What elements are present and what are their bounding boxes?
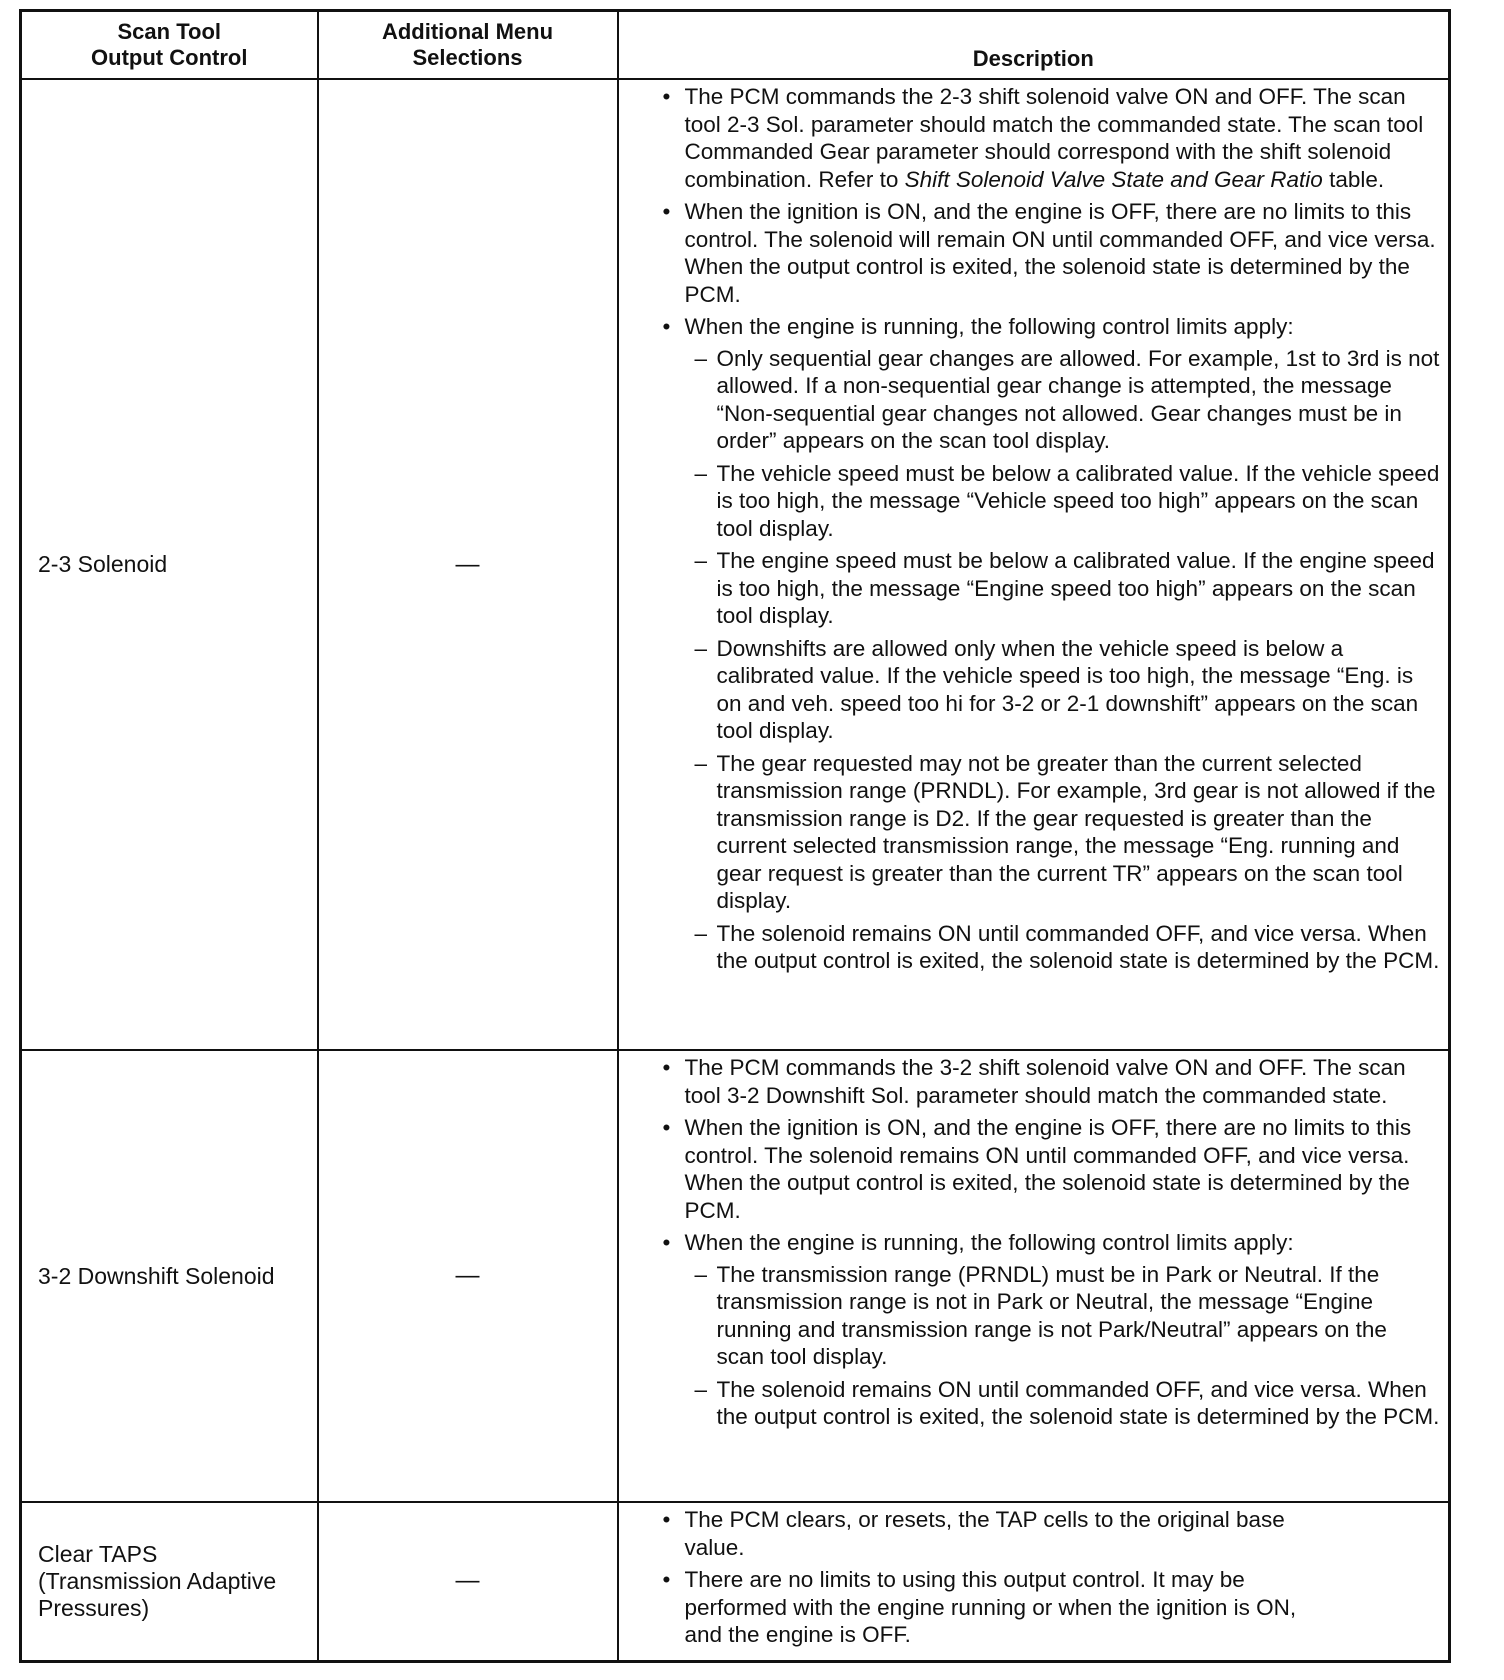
header-menu xyxy=(318,11,618,80)
bullet-text: table. xyxy=(1322,166,1385,192)
control-line: Clear TAPS xyxy=(38,1540,158,1567)
description-cell xyxy=(618,1502,1450,1661)
table-row xyxy=(21,1502,1450,1661)
control-cell: 2-3 Solenoid xyxy=(21,79,318,1050)
menu-cell: — xyxy=(318,1050,618,1502)
sub-item: – Downshifts are allowed only when the vehicle speed is below a calibrated value. If the vehicle speed is too high, the message “Eng. is on and veh. speed too hi for 3-2 or 2-1 downshift” appears on the scan tool display. xyxy=(685,635,1441,745)
header-row xyxy=(21,11,1450,80)
bullet xyxy=(659,83,1441,193)
sub-item: – The transmission range (PRNDL) must be in Park or Neutral. If the transmission range is not in Park or Neutral, the message “Engine running and transmission range is not Park/Neutral” appears on the scan tool display. xyxy=(685,1261,1441,1371)
control-line: Pressures) xyxy=(38,1594,150,1621)
bullet: • The PCM clears, or resets, the TAP cells to the original base value. xyxy=(659,1506,1329,1561)
header-menu-label: Additional Menu Selections xyxy=(381,19,554,70)
sub-item: – Only sequential gear changes are allowed. For example, 1st to 3rd is not allowed. If a non-sequential gear change is attempted, the message “Non-sequential gear changes not allowed. Gear changes must be in order” appears on the scan tool display. xyxy=(685,345,1441,455)
bullet-text: The PCM commands the 2-3 shift solenoid valve ON and OFF. The scan tool 2-3 Sol. parameter should match the commanded state. The scan tool Commanded Gear parameter should correspond with the shift solenoid combination. Refer to xyxy=(684,84,1424,192)
bullet: • When the ignition is ON, and the engine is OFF, there are no limits to this control. The solenoid will remain ON until commanded OFF, and vice versa. When the output control is exited, the solenoid state is determined by the PCM. xyxy=(659,198,1441,308)
description-cell xyxy=(618,79,1450,1050)
bullet xyxy=(659,313,1441,975)
sub-item: – The solenoid remains ON until commanded OFF, and vice versa. When the output control is exited, the solenoid state is determined by the PCM. xyxy=(685,920,1441,975)
menu-cell: — xyxy=(318,79,618,1050)
header-description: Description xyxy=(618,11,1450,80)
control-cell xyxy=(21,1502,318,1661)
bullet-text: When the engine is running, the following control limits apply: xyxy=(684,1230,1294,1255)
table-reference: Shift Solenoid Valve State and Gear Ratio xyxy=(904,166,1323,192)
sub-item: – The solenoid remains ON until commanded OFF, and vice versa. When the output control is exited, the solenoid state is determined by the PCM. xyxy=(685,1376,1441,1431)
bullet-text: When the engine is running, the following control limits apply: xyxy=(684,314,1294,339)
table-row xyxy=(21,1050,1450,1502)
sub-item: – The gear requested may not be greater than the current selected transmission range (PRNDL). For example, 3rd gear is not allowed if the transmission range is D2. If the gear requested is greater than the current selected transmission range, the message “Eng. running and gear request is greater than the current TR” appears on the scan tool display. xyxy=(685,750,1441,915)
menu-cell: — xyxy=(318,1502,618,1661)
header-control xyxy=(21,11,318,80)
table-row xyxy=(21,79,1450,1050)
bullet xyxy=(659,1229,1441,1431)
bullet: • When the ignition is ON, and the engine is OFF, there are no limits to this control. The solenoid remains ON until commanded OFF, and vice versa. When the output control is exited, the solenoid state is determined by the PCM. xyxy=(659,1114,1441,1224)
header-control-label: Scan Tool Output Control xyxy=(91,19,248,70)
bullet: • There are no limits to using this output control. It may be performed with the engine running or when the ignition is ON, and the engine is OFF. xyxy=(659,1566,1329,1649)
sub-item: – The engine speed must be below a calibrated value. If the engine speed is too high, the message “Engine speed too high” appears on the scan tool display. xyxy=(685,547,1441,630)
bullet: • The PCM commands the 3-2 shift solenoid valve ON and OFF. The scan tool 3-2 Downshift Sol. parameter should match the commanded state. xyxy=(659,1054,1441,1109)
sub-item: – The vehicle speed must be below a calibrated value. If the vehicle speed is too high, the message “Vehicle speed too high” appears on the scan tool display. xyxy=(685,460,1441,543)
control-line: (Transmission Adaptive xyxy=(38,1567,277,1594)
control-cell: 3-2 Downshift Solenoid xyxy=(21,1050,318,1502)
scan-tool-output-controls-table xyxy=(19,9,1451,1663)
description-cell xyxy=(618,1050,1450,1502)
